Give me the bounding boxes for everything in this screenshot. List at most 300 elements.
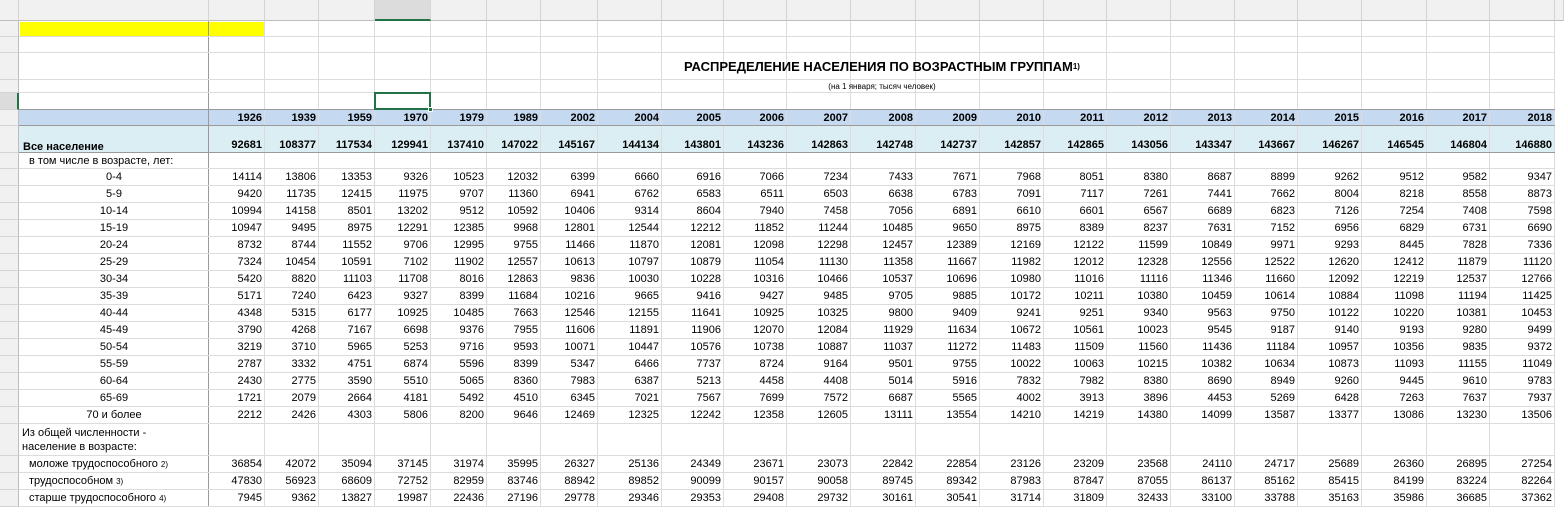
total-value: 117534 [335, 139, 372, 151]
table-cell: 7937 [1527, 392, 1552, 404]
total-value: 142748 [876, 139, 913, 151]
year-header: 2009 [952, 111, 977, 124]
age-group-label: 35-39 [99, 290, 129, 302]
table-cell: 85415 [1328, 475, 1359, 487]
column-header-r[interactable] [1171, 0, 1235, 21]
working-intro-line2: население в возрасте: [22, 441, 137, 453]
table-cell: 7737 [696, 358, 721, 370]
table-cell: 11667 [947, 256, 977, 268]
table-cell: 9409 [952, 307, 977, 319]
row-header-4[interactable] [0, 80, 19, 93]
table-cell: 13506 [1521, 409, 1552, 421]
table-cell: 13587 [1264, 409, 1295, 421]
column-header-h[interactable] [541, 0, 598, 21]
table-cell: 10316 [753, 273, 784, 285]
table-cell: 7152 [1270, 222, 1295, 234]
table-cell: 8744 [291, 239, 316, 251]
table-cell: 7441 [1207, 188, 1232, 200]
table-cell: 12070 [753, 324, 784, 336]
table-cell: 9706 [403, 239, 428, 251]
table-cell: 10849 [1201, 239, 1232, 251]
table-cell: 10485 [882, 222, 913, 234]
table-cell: 10523 [453, 171, 484, 183]
row-header-18[interactable] [0, 322, 19, 339]
table-cell: 8690 [1207, 375, 1232, 387]
table-cell: 5171 [237, 290, 262, 302]
row-header-24[interactable] [0, 424, 19, 456]
table-cell: 4181 [403, 392, 428, 404]
table-cell: 10356 [1393, 341, 1424, 353]
table-cell: 9140 [1334, 324, 1359, 336]
column-header-b[interactable] [209, 0, 265, 21]
table-cell: 6601 [1079, 205, 1104, 217]
table-cell: 5565 [952, 392, 977, 404]
table-cell: 10381 [1456, 307, 1487, 319]
table-cell: 11346 [1202, 273, 1232, 285]
table-cell: 29353 [690, 492, 721, 504]
table-cell: 10994 [231, 205, 262, 217]
table-cell: 12122 [1073, 239, 1104, 251]
table-cell: 83746 [507, 475, 538, 487]
column-header-w[interactable] [1490, 0, 1555, 21]
table-cell: 89852 [628, 475, 659, 487]
table-cell: 7598 [1527, 205, 1552, 217]
table-cell: 23671 [753, 458, 784, 470]
table-cell: 8949 [1270, 375, 1295, 387]
table-cell: 22842 [882, 458, 913, 470]
table-cell: 4510 [513, 392, 538, 404]
table-cell: 10884 [1328, 290, 1359, 302]
table-cell: 9327 [403, 290, 428, 302]
column-header-k[interactable] [724, 0, 787, 21]
table-cell: 47830 [231, 475, 262, 487]
table-cell: 11436 [1202, 341, 1232, 353]
table-cell: 37145 [397, 458, 428, 470]
table-cell: 3590 [347, 375, 372, 387]
working-group-text: старше трудоспособного [29, 492, 157, 504]
table-cell: 29732 [817, 492, 848, 504]
table-cell: 11870 [629, 239, 659, 251]
row-header-2[interactable] [0, 37, 19, 53]
table-cell: 9800 [888, 307, 913, 319]
column-header-g[interactable] [487, 0, 541, 21]
table-cell: 11103 [343, 273, 372, 285]
table-cell: 35094 [341, 458, 372, 470]
year-header: 2005 [696, 111, 721, 124]
table-cell: 12546 [564, 307, 595, 319]
table-cell: 6428 [1334, 392, 1359, 404]
table-cell: 7699 [759, 392, 784, 404]
total-value: 142737 [940, 139, 977, 151]
table-cell: 8873 [1527, 188, 1552, 200]
table-cell: 12032 [507, 171, 538, 183]
year-header: 2017 [1462, 111, 1487, 124]
table-cell: 10887 [817, 341, 848, 353]
column-header-f[interactable] [431, 0, 487, 21]
table-cell: 6423 [347, 290, 372, 302]
row-header-21[interactable] [0, 373, 19, 390]
table-cell: 9262 [1334, 171, 1359, 183]
row-header-12[interactable] [0, 220, 19, 237]
table-cell: 10453 [1521, 307, 1552, 319]
table-cell: 10023 [1137, 324, 1168, 336]
table-cell: 6466 [634, 358, 659, 370]
table-cell: 9445 [1399, 375, 1424, 387]
row-header-6[interactable] [0, 110, 19, 126]
table-cell: 12012 [1073, 256, 1104, 268]
table-cell: 9665 [634, 290, 659, 302]
table-cell: 25136 [628, 458, 659, 470]
year-header: 2006 [759, 111, 784, 124]
table-cell: 8399 [459, 290, 484, 302]
table-cell: 8501 [347, 205, 372, 217]
table-cell: 12537 [1456, 273, 1487, 285]
table-cell: 11902 [454, 256, 484, 268]
table-cell: 9512 [1399, 171, 1424, 183]
row-header-20[interactable] [0, 356, 19, 373]
row-header-8[interactable] [0, 153, 19, 169]
table-cell: 11358 [883, 256, 913, 268]
age-group-label: 45-49 [99, 324, 129, 336]
age-group-label: 0-4 [106, 171, 122, 183]
table-cell: 4268 [291, 324, 316, 336]
table-cell: 8389 [1079, 222, 1104, 234]
table-cell: 11906 [691, 324, 721, 336]
table-cell: 9885 [952, 290, 977, 302]
table-cell: 9187 [1270, 324, 1295, 336]
year-header: 2008 [888, 111, 913, 124]
table-cell: 27254 [1521, 458, 1552, 470]
table-cell: 10071 [564, 341, 595, 353]
column-header-s[interactable] [1235, 0, 1298, 21]
row-header-3[interactable] [0, 53, 19, 80]
table-cell: 9164 [823, 358, 848, 370]
row-header-9[interactable] [0, 169, 19, 186]
table-cell: 11660 [1265, 273, 1295, 285]
working-intro-line1: Из общей численности - [22, 427, 147, 439]
table-cell: 11606 [565, 324, 595, 336]
table-cell: 9193 [1399, 324, 1424, 336]
table-cell: 6823 [1270, 205, 1295, 217]
table-cell: 9646 [513, 409, 538, 421]
year-header: 1970 [403, 111, 428, 124]
table-cell: 33100 [1201, 492, 1232, 504]
table-cell: 36854 [231, 458, 262, 470]
table-cell: 10220 [1393, 307, 1424, 319]
age-group-label: 50-54 [99, 341, 129, 353]
working-group-footnote: 4) [159, 493, 167, 503]
table-cell: 7261 [1143, 188, 1168, 200]
table-cell: 10228 [690, 273, 721, 285]
table-cell: 11509 [1074, 341, 1104, 353]
table-cell: 29346 [628, 492, 659, 504]
table-cell: 6916 [696, 171, 721, 183]
table-cell: 10957 [1328, 341, 1359, 353]
table-cell: 10613 [564, 256, 595, 268]
column-header-c[interactable] [265, 0, 319, 21]
table-cell: 13111 [884, 409, 913, 421]
row-header-17[interactable] [0, 305, 19, 322]
row-header-26[interactable] [0, 473, 19, 490]
table-cell: 24349 [690, 458, 721, 470]
table-cell: 12081 [690, 239, 721, 251]
total-value: 129941 [391, 139, 428, 151]
table-cell: 2787 [237, 358, 262, 370]
table-cell: 13353 [341, 171, 372, 183]
table-cell: 12358 [753, 409, 784, 421]
table-cell: 85162 [1264, 475, 1295, 487]
title-text: РАСПРЕДЕЛЕНИЕ НАСЕЛЕНИЯ ПО ВОЗРАСТНЫМ ГРУППАМ [684, 59, 1073, 74]
table-cell: 87983 [1010, 475, 1041, 487]
table-cell: 12242 [690, 409, 721, 421]
age-group-label: 70 и более [86, 409, 142, 421]
table-cell: 8237 [1143, 222, 1168, 234]
total-value: 146804 [1450, 139, 1487, 151]
table-cell: 10485 [453, 307, 484, 319]
table-cell: 11425 [1522, 290, 1552, 302]
table-cell: 8218 [1399, 188, 1424, 200]
table-cell: 11360 [508, 188, 538, 200]
table-cell: 10797 [628, 256, 659, 268]
total-value: 143801 [684, 139, 721, 151]
table-cell: 7631 [1207, 222, 1232, 234]
table-cell: 10459 [1201, 290, 1232, 302]
table-cell: 11735 [286, 188, 316, 200]
year-header: 1979 [459, 111, 484, 124]
table-cell: 86137 [1201, 475, 1232, 487]
working-group-text: трудоспособном [29, 475, 114, 487]
table-cell: 7671 [952, 171, 977, 183]
fill-handle[interactable] [428, 107, 433, 112]
table-cell: 6567 [1143, 205, 1168, 217]
column-header-i[interactable] [598, 0, 662, 21]
column-header-e[interactable] [375, 0, 431, 21]
table-cell: 6345 [570, 392, 595, 404]
table-cell: 9705 [888, 290, 913, 302]
age-group-label: 60-64 [99, 375, 129, 387]
row-header-23[interactable] [0, 407, 19, 424]
column-header-v[interactable] [1427, 0, 1490, 21]
year-header: 2014 [1270, 111, 1295, 124]
table-cell: 9968 [513, 222, 538, 234]
table-cell: 9495 [291, 222, 316, 234]
table-cell: 5510 [403, 375, 428, 387]
table-cell: 9376 [459, 324, 484, 336]
table-cell: 90058 [817, 475, 848, 487]
table-cell: 7234 [823, 171, 848, 183]
column-header-n[interactable] [916, 0, 980, 21]
table-cell: 3710 [291, 341, 316, 353]
age-group-label: 55-59 [99, 358, 129, 370]
column-header-p[interactable] [1044, 0, 1107, 21]
year-header: 2011 [1080, 111, 1104, 124]
table-cell: 6891 [952, 205, 977, 217]
table-cell: 11016 [1074, 273, 1104, 285]
table-cell: 10030 [628, 273, 659, 285]
table-cell: 13230 [1456, 409, 1487, 421]
table-cell: 12544 [628, 222, 659, 234]
table-cell: 4303 [347, 409, 372, 421]
table-cell: 9971 [1270, 239, 1295, 251]
table-cell: 22854 [946, 458, 977, 470]
table-cell: 90157 [753, 475, 784, 487]
table-cell: 12620 [1328, 256, 1359, 268]
table-cell: 11552 [342, 239, 372, 251]
row-header-10[interactable] [0, 186, 19, 203]
table-cell: 31809 [1073, 492, 1104, 504]
table-cell: 31714 [1010, 492, 1041, 504]
table-cell: 9326 [403, 171, 428, 183]
table-cell: 10022 [1010, 358, 1041, 370]
table-cell: 9593 [513, 341, 538, 353]
table-cell: 8820 [291, 273, 316, 285]
table-cell: 13086 [1393, 409, 1424, 421]
working-group-text: моложе трудоспособного [29, 458, 158, 470]
table-cell: 7126 [1334, 205, 1359, 217]
total-value: 144134 [622, 139, 659, 151]
table-cell: 5315 [291, 307, 316, 319]
year-header: 2013 [1207, 111, 1232, 124]
table-cell: 29778 [564, 492, 595, 504]
table-cell: 10696 [946, 273, 977, 285]
row-header-27[interactable] [0, 490, 19, 507]
selected-cell-e5[interactable] [374, 92, 431, 110]
table-cell: 7828 [1462, 239, 1487, 251]
column-header-t[interactable] [1298, 0, 1362, 21]
table-cell: 8051 [1079, 171, 1104, 183]
working-group-footnote: 3) [116, 476, 124, 486]
table-cell: 42072 [285, 458, 316, 470]
row-header-11[interactable] [0, 203, 19, 220]
table-cell: 5965 [347, 341, 372, 353]
table-cell: 12469 [564, 409, 595, 421]
working-age-intro [22, 426, 212, 458]
table-cell: 8200 [459, 409, 484, 421]
row-header-19[interactable] [0, 339, 19, 356]
table-cell: 8899 [1270, 171, 1295, 183]
table-cell: 12522 [1264, 256, 1295, 268]
row-header-13[interactable] [0, 237, 19, 254]
row-header-5[interactable] [0, 93, 19, 110]
total-value: 143347 [1195, 139, 1232, 151]
table-cell: 8380 [1143, 171, 1168, 183]
year-header: 1939 [291, 111, 316, 124]
table-cell: 14219 [1073, 409, 1104, 421]
table-cell: 11684 [508, 290, 538, 302]
table-cell: 27196 [507, 492, 538, 504]
table-cell: 2664 [347, 392, 372, 404]
table-cell: 6387 [634, 375, 659, 387]
total-value: 147022 [501, 139, 538, 151]
column-header-l[interactable] [787, 0, 851, 21]
total-value: 143236 [747, 139, 784, 151]
table-cell: 11708 [398, 273, 428, 285]
table-cell: 25689 [1328, 458, 1359, 470]
table-cell: 5213 [696, 375, 721, 387]
total-value: 108377 [279, 139, 316, 151]
table-cell: 2430 [237, 375, 262, 387]
column-header-o[interactable] [980, 0, 1044, 21]
table-cell: 9372 [1527, 341, 1552, 353]
table-cell: 10325 [817, 307, 848, 319]
table-cell: 6941 [570, 188, 595, 200]
table-cell: 8016 [459, 273, 484, 285]
table-cell: 4348 [237, 307, 262, 319]
table-cell: 8732 [237, 239, 262, 251]
table-cell: 22436 [453, 492, 484, 504]
row-header-25[interactable] [0, 456, 19, 473]
table-cell: 6731 [1462, 222, 1487, 234]
table-cell: 7167 [347, 324, 372, 336]
table-cell: 9501 [888, 358, 913, 370]
age-group-label: 65-69 [99, 392, 129, 404]
table-cell: 12801 [564, 222, 595, 234]
table-cell: 4458 [759, 375, 784, 387]
table-cell: 11466 [565, 239, 595, 251]
table-cell: 4002 [1016, 392, 1041, 404]
table-cell: 7982 [1079, 375, 1104, 387]
table-cell: 11483 [1011, 341, 1041, 353]
table-cell: 10380 [1137, 290, 1168, 302]
row-header-14[interactable] [0, 254, 19, 271]
row-header-22[interactable] [0, 390, 19, 407]
age-group-label: 5-9 [106, 188, 122, 200]
table-cell: 82959 [453, 475, 484, 487]
row-header-7[interactable] [0, 126, 19, 153]
table-cell: 9427 [759, 290, 784, 302]
table-cell: 10172 [1010, 290, 1041, 302]
table-cell: 11852 [754, 222, 784, 234]
column-header-q[interactable] [1107, 0, 1171, 21]
table-cell: 5253 [403, 341, 428, 353]
table-cell: 8004 [1334, 188, 1359, 200]
table-cell: 89342 [946, 475, 977, 487]
table-cell: 4751 [347, 358, 372, 370]
table-cell: 7433 [888, 171, 913, 183]
table-cell: 35163 [1328, 492, 1359, 504]
table-cell: 12605 [817, 409, 848, 421]
table-cell: 7663 [513, 307, 538, 319]
row-header-1[interactable] [0, 21, 19, 37]
table-title [209, 53, 1555, 80]
table-cell: 7254 [1399, 205, 1424, 217]
table-cell: 7102 [403, 256, 428, 268]
column-header-d[interactable] [319, 0, 375, 21]
table-cell: 89745 [882, 475, 913, 487]
table-subtitle: (на 1 января; тысяч человек) [828, 81, 936, 91]
table-cell: 10879 [690, 256, 721, 268]
select-all-corner[interactable] [0, 0, 19, 21]
table-cell: 90099 [690, 475, 721, 487]
table-cell: 9707 [459, 188, 484, 200]
row-header-15[interactable] [0, 271, 19, 288]
table-cell: 8975 [1016, 222, 1041, 234]
column-header-m[interactable] [851, 0, 916, 21]
table-cell: 7324 [237, 256, 262, 268]
table-cell: 7091 [1016, 188, 1041, 200]
column-header-u[interactable] [1362, 0, 1427, 21]
row-header-16[interactable] [0, 288, 19, 305]
table-cell: 31974 [453, 458, 484, 470]
table-cell: 2426 [291, 409, 316, 421]
total-value: 146545 [1387, 139, 1424, 151]
table-cell: 2775 [291, 375, 316, 387]
table-cell: 24110 [1202, 458, 1232, 470]
table-cell: 26895 [1456, 458, 1487, 470]
column-header-a[interactable] [19, 0, 209, 21]
column-header-j[interactable] [662, 0, 724, 21]
table-cell: 12155 [628, 307, 659, 319]
